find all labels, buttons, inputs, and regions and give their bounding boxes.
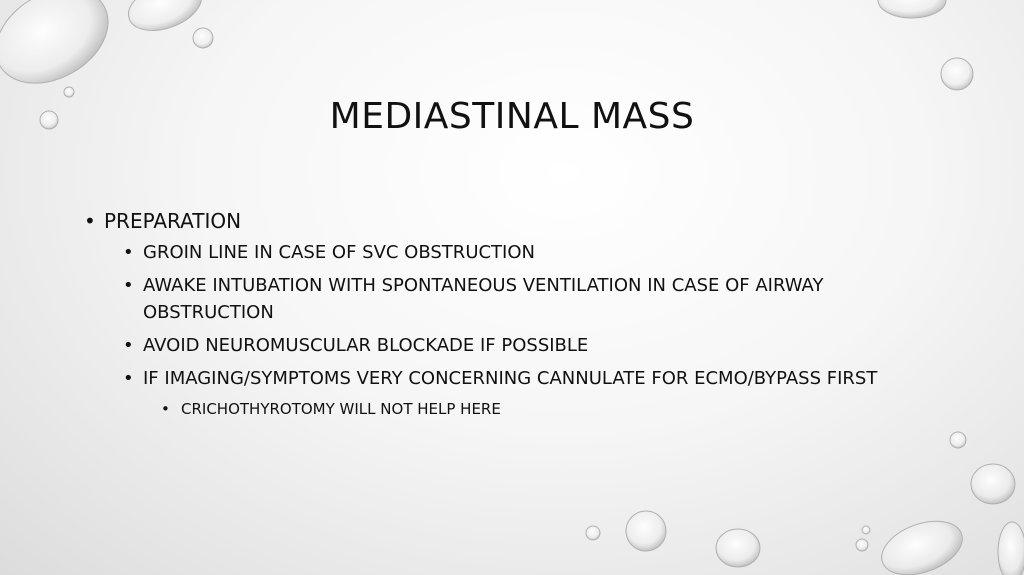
sub-bullet-item: [123, 365, 904, 392]
bullet-text: PREPARATION: [104, 209, 242, 233]
bullet-item-preparation: [84, 206, 904, 236]
slide-title: MEDIASTINAL MASS: [329, 96, 695, 137]
sub-bullet-text: GROIN LINE IN CASE OF SVC OBSTRUCTION: [143, 242, 535, 263]
sub-bullet-item: [123, 332, 904, 359]
sub-sub-bullet-item: [161, 398, 904, 420]
sub-bullet-text: AVOID NEUROMUSCULAR BLOCKADE IF POSSIBLE: [143, 335, 589, 356]
bullet-icon: •: [123, 275, 134, 296]
bullet-icon: •: [161, 400, 170, 418]
sub-sub-bullet-text: CRICHOTHYROTOMY WILL NOT HELP HERE: [181, 400, 501, 418]
bullet-icon: •: [123, 335, 134, 356]
bullet-icon: •: [123, 242, 134, 263]
sub-bullet-text: AWAKE INTUBATION WITH SPONTANEOUS VENTILATION IN CASE OF AIRWAY OBSTRUCTION: [143, 275, 824, 323]
sub-bullet-item: [123, 239, 904, 266]
bullet-icon: •: [84, 209, 96, 233]
bullet-icon: •: [123, 368, 134, 389]
sub-bullet-text: IF IMAGING/SYMPTOMS VERY CONCERNING CANNULATE FOR ECMO/BYPASS FIRST: [143, 368, 878, 389]
sub-bullet-item: [123, 272, 904, 326]
bullet-list: [84, 206, 904, 420]
